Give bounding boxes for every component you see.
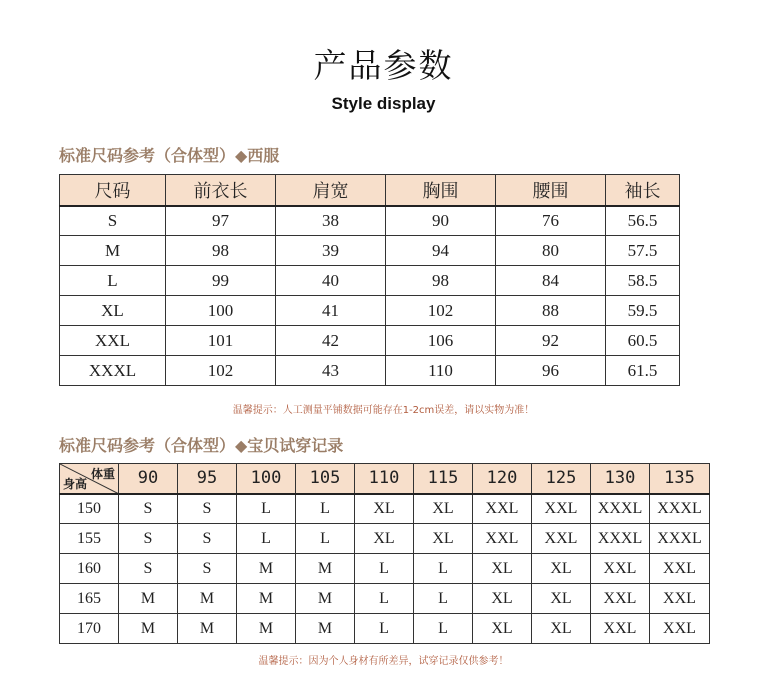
- height-cell: 170: [60, 614, 119, 644]
- table-row: [60, 584, 710, 614]
- size-cell: L: [296, 494, 355, 524]
- size-cell: XXL: [473, 524, 532, 554]
- size-cell: M: [119, 584, 178, 614]
- size-cell: S: [119, 494, 178, 524]
- size-cell: S: [119, 524, 178, 554]
- size-cell: M: [237, 584, 296, 614]
- size-cell: M: [237, 554, 296, 584]
- size-cell: M: [178, 584, 237, 614]
- fit-record-heading: 标准尺码参考（合体型）◆宝贝试穿记录: [59, 436, 344, 455]
- weight-header: 125: [532, 464, 591, 494]
- size-cell: XL: [355, 494, 414, 524]
- size-cell: XXL: [591, 614, 650, 644]
- table-header-row: [60, 175, 680, 206]
- measurement-cell: 101: [166, 326, 276, 356]
- size-cell: L: [414, 584, 473, 614]
- measurement-cell: 39: [276, 236, 386, 266]
- column-header: 前衣长: [166, 175, 276, 206]
- page-title: 产品参数: [313, 46, 454, 85]
- size-cell: S: [119, 554, 178, 584]
- size-cell: L: [296, 524, 355, 554]
- page-subtitle: Style display: [331, 94, 436, 113]
- table-row: [60, 326, 680, 356]
- size-cell: XL: [414, 524, 473, 554]
- column-header: 肩宽: [276, 175, 386, 206]
- size-cell: XL: [532, 584, 591, 614]
- size-cell: S: [178, 524, 237, 554]
- corner-header-cell: [60, 464, 119, 494]
- measurement-cell: 102: [166, 356, 276, 386]
- measurement-cell: 38: [276, 206, 386, 236]
- height-cell: 155: [60, 524, 119, 554]
- size-cell: M: [296, 554, 355, 584]
- size-cell: XXL: [532, 494, 591, 524]
- measurement-cell: 106: [386, 326, 496, 356]
- size-cell: XL: [473, 554, 532, 584]
- size-cell: XL: [355, 524, 414, 554]
- height-cell: 165: [60, 584, 119, 614]
- height-axis-label: 身高: [63, 476, 88, 491]
- size-chart-table: [59, 174, 680, 386]
- measurement-cell: 61.5: [606, 356, 680, 386]
- size-cell: XXXL: [650, 494, 710, 524]
- size-cell: XXXL: [650, 524, 710, 554]
- size-cell: M: [296, 614, 355, 644]
- column-header: 袖长: [606, 175, 680, 206]
- measurement-cell: 40: [276, 266, 386, 296]
- measurement-cell: 42: [276, 326, 386, 356]
- weight-header: 95: [178, 464, 237, 494]
- size-cell: XXL: [591, 584, 650, 614]
- size-cell: XXL: [532, 524, 591, 554]
- size-cell: XXL: [473, 494, 532, 524]
- size-cell: XXXL: [591, 494, 650, 524]
- size-cell: XXL: [650, 584, 710, 614]
- size-cell: L: [237, 524, 296, 554]
- size-cell: L: [355, 614, 414, 644]
- measurement-cell: 96: [496, 356, 606, 386]
- table-row: [60, 614, 710, 644]
- measurement-cell: 99: [166, 266, 276, 296]
- size-chart-heading: 标准尺码参考（合体型）◆西服: [59, 146, 280, 165]
- size-cell: XL: [473, 584, 532, 614]
- size-cell: XXXL: [591, 524, 650, 554]
- size-cell: M: [296, 584, 355, 614]
- measurement-cell: 102: [386, 296, 496, 326]
- measurement-cell: 98: [166, 236, 276, 266]
- measurement-cell: 92: [496, 326, 606, 356]
- table-row: [60, 524, 710, 554]
- measurement-cell: 80: [496, 236, 606, 266]
- table-row: [60, 236, 680, 266]
- size-cell: S: [178, 494, 237, 524]
- weight-header: 115: [414, 464, 473, 494]
- size-cell: L: [414, 614, 473, 644]
- height-cell: 150: [60, 494, 119, 524]
- size-cell: S: [178, 554, 237, 584]
- weight-header: 130: [591, 464, 650, 494]
- weight-header: 100: [237, 464, 296, 494]
- weight-header: 110: [355, 464, 414, 494]
- weight-header: 105: [296, 464, 355, 494]
- table-row: [60, 206, 680, 236]
- table-header-row: [60, 464, 710, 494]
- size-label-cell: L: [60, 266, 166, 296]
- size-cell: L: [237, 494, 296, 524]
- size-cell: XL: [414, 494, 473, 524]
- table-row: [60, 554, 710, 584]
- size-cell: L: [355, 584, 414, 614]
- measurement-cell: 59.5: [606, 296, 680, 326]
- measurement-cell: 84: [496, 266, 606, 296]
- table-row: [60, 296, 680, 326]
- measurement-cell: 110: [386, 356, 496, 386]
- column-header: 胸围: [386, 175, 496, 206]
- measurement-cell: 90: [386, 206, 496, 236]
- size-label-cell: XXXL: [60, 356, 166, 386]
- table-row: [60, 356, 680, 386]
- size-label-cell: XXL: [60, 326, 166, 356]
- fit-record-note: 温馨提示：因为个人身材有所差异，试穿记录仅供参考！: [258, 656, 509, 667]
- fit-record-table: [59, 463, 710, 644]
- measurement-cell: 57.5: [606, 236, 680, 266]
- size-cell: M: [237, 614, 296, 644]
- measurement-cell: 98: [386, 266, 496, 296]
- table-row: [60, 266, 680, 296]
- size-cell: XL: [532, 554, 591, 584]
- size-cell: L: [414, 554, 473, 584]
- measurement-cell: 56.5: [606, 206, 680, 236]
- size-cell: XXL: [650, 554, 710, 584]
- weight-header: 90: [119, 464, 178, 494]
- size-cell: XL: [532, 614, 591, 644]
- measurement-cell: 100: [166, 296, 276, 326]
- column-header: 腰围: [496, 175, 606, 206]
- measurement-cell: 60.5: [606, 326, 680, 356]
- measurement-cell: 97: [166, 206, 276, 236]
- size-cell: M: [178, 614, 237, 644]
- size-chart-note: 温馨提示：人工测量平铺数据可能存在1-2cm误差，请以实物为准！: [232, 405, 535, 416]
- measurement-cell: 76: [496, 206, 606, 236]
- measurement-cell: 88: [496, 296, 606, 326]
- size-label-cell: XL: [60, 296, 166, 326]
- column-header: 尺码: [60, 175, 166, 206]
- size-cell: L: [355, 554, 414, 584]
- weight-axis-label: 体重: [90, 467, 115, 481]
- measurement-cell: 94: [386, 236, 496, 266]
- size-cell: XL: [473, 614, 532, 644]
- height-cell: 160: [60, 554, 119, 584]
- size-cell: XXL: [591, 554, 650, 584]
- weight-header: 135: [650, 464, 710, 494]
- size-label-cell: S: [60, 206, 166, 236]
- table-row: [60, 494, 710, 524]
- size-label-cell: M: [60, 236, 166, 266]
- size-cell: XXL: [650, 614, 710, 644]
- measurement-cell: 58.5: [606, 266, 680, 296]
- size-cell: M: [119, 614, 178, 644]
- measurement-cell: 41: [276, 296, 386, 326]
- measurement-cell: 43: [276, 356, 386, 386]
- weight-header: 120: [473, 464, 532, 494]
